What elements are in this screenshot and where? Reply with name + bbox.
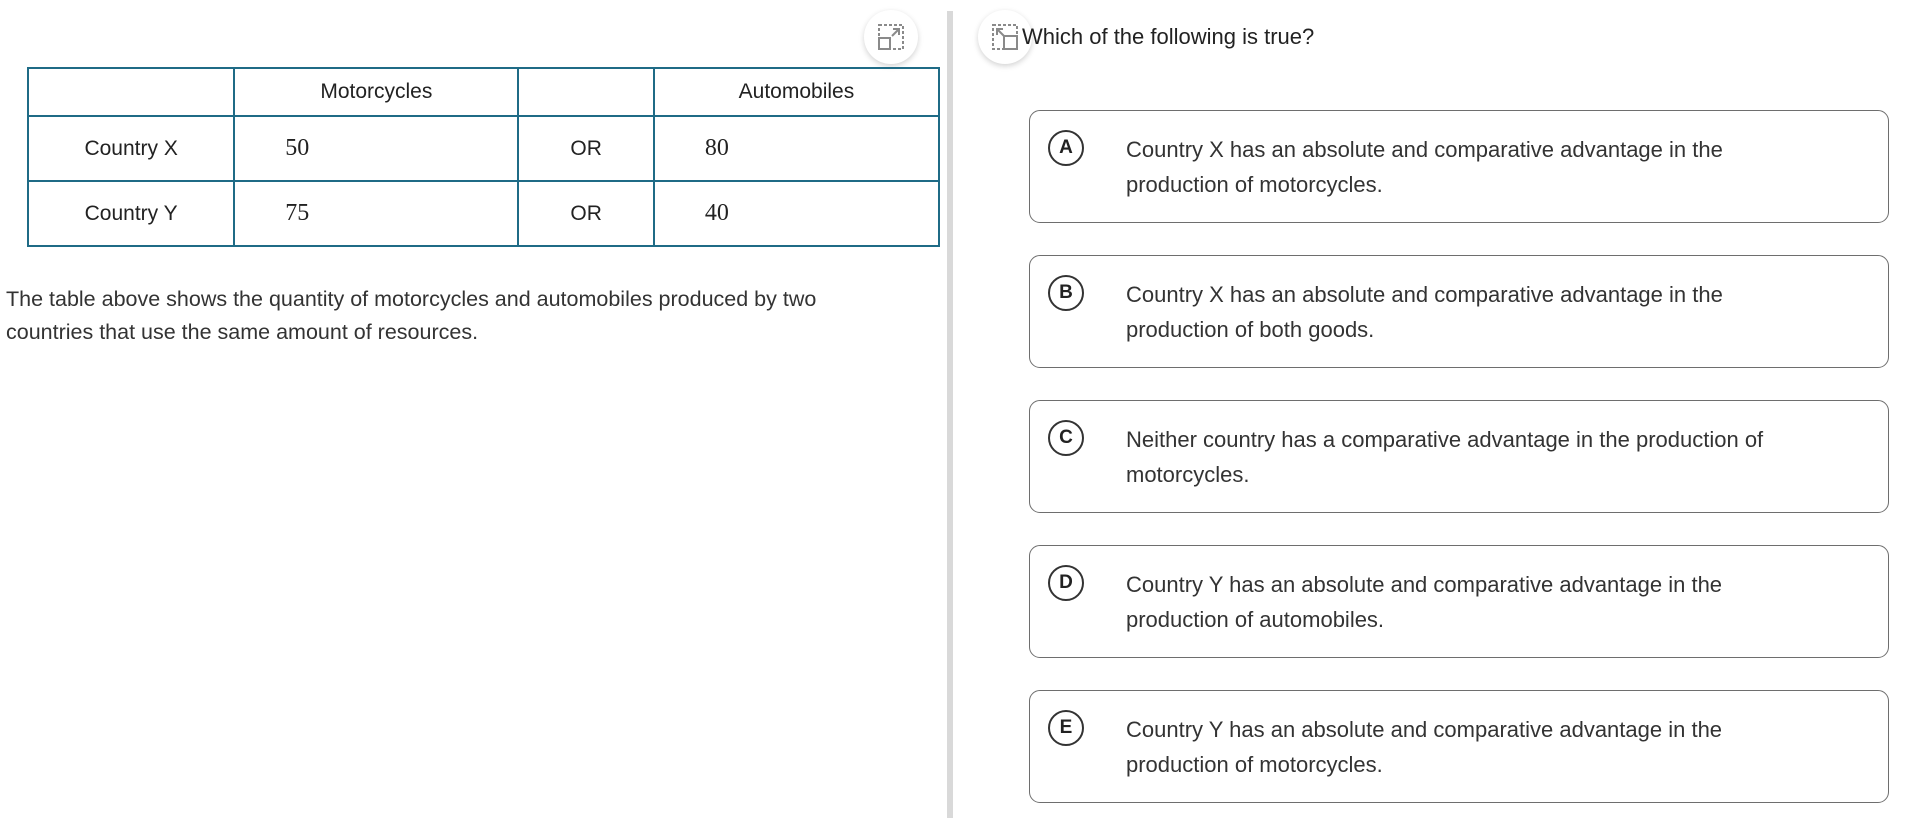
answer-choice-b[interactable]: [1029, 255, 1889, 368]
table-header-cell: Motorcycles: [234, 68, 518, 116]
table-row: [28, 116, 939, 181]
choice-text: Country Y has an absolute and comparative advantage in the production of automobiles.: [1126, 572, 1723, 632]
choice-letter-badge: E: [1048, 710, 1084, 746]
answer-choice-e[interactable]: [1029, 690, 1889, 803]
expand-icon: [877, 23, 905, 51]
collapse-icon: [991, 23, 1019, 51]
stimulus-pane: [0, 0, 940, 829]
choice-text: Country Y has an absolute and comparative advantage in the production of motorcycles.: [1126, 717, 1723, 777]
passage-text: The table above shows the quantity of motorcycles and automobiles produced by two countries that use the same amount of resources.: [6, 287, 817, 344]
pane-divider[interactable]: [947, 11, 953, 818]
table-cell-connector: OR: [518, 181, 653, 246]
answer-choice-c[interactable]: [1029, 400, 1889, 513]
production-table: [27, 67, 940, 247]
choice-letter-badge: D: [1048, 565, 1084, 601]
table-cell-country: Country X: [28, 116, 234, 181]
table-cell-country: Country Y: [28, 181, 234, 246]
table-row: [28, 181, 939, 246]
choice-text: Country X has an absolute and comparative advantage in the production of motorcycles.: [1126, 137, 1723, 197]
table-header-row: [28, 68, 939, 116]
question-stem: Which of the following is true?: [1022, 24, 1315, 49]
answer-choices: [1029, 110, 1889, 829]
expand-pane-button[interactable]: [864, 10, 918, 64]
table-cell-value: 50: [234, 116, 518, 181]
table-cell-value: 75: [234, 181, 518, 246]
table-cell-value: 40: [654, 181, 939, 246]
choice-letter-badge: B: [1048, 275, 1084, 311]
choice-letter-badge: A: [1048, 130, 1084, 166]
table-cell-value: 80: [654, 116, 939, 181]
table-cell-connector: OR: [518, 116, 653, 181]
table-header-cell: Automobiles: [654, 68, 939, 116]
choice-letter-badge: C: [1048, 420, 1084, 456]
choice-text: Neither country has a comparative advantage in the production of motorcycles.: [1126, 427, 1764, 487]
table-header-cell: [518, 68, 653, 116]
answer-choice-d[interactable]: [1029, 545, 1889, 658]
answer-choice-a[interactable]: [1029, 110, 1889, 223]
table-header-cell: [28, 68, 234, 116]
choice-text: Country X has an absolute and comparative advantage in the production of both goods.: [1126, 282, 1723, 342]
